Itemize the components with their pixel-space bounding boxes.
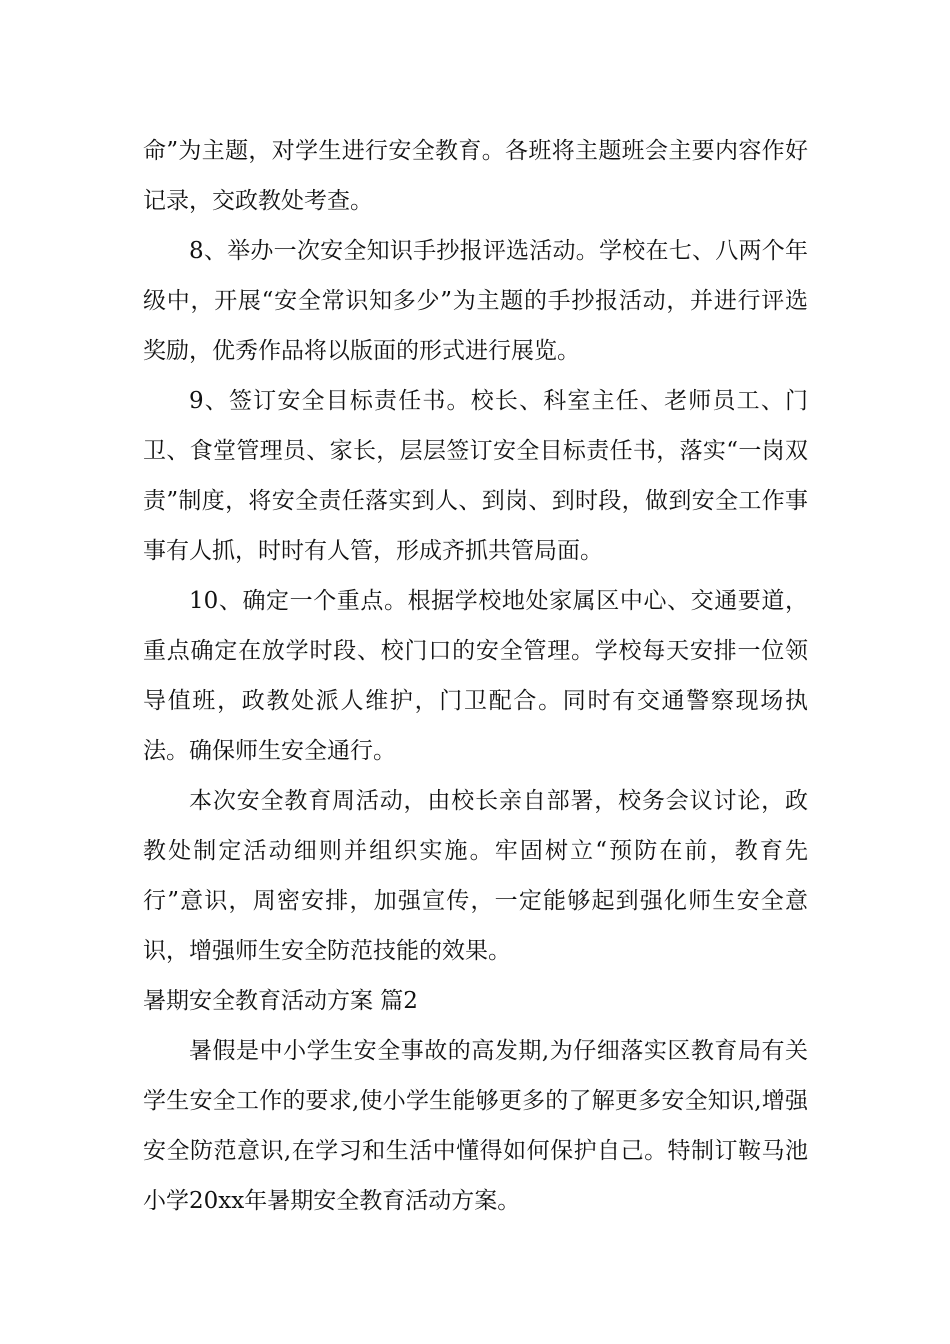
paragraph-summary: 本次安全教育周活动，由校长亲自部署，校务会议讨论，政教处制定活动细则并组织实施。牢固树立“预防在前，教育先行”意识，周密安排，加强宣传，一定能够起到强化师生安全意识，增强师生安全防范技能的效果。: [143, 788, 808, 964]
document-body: [143, 126, 808, 1226]
section-heading: 暑期安全教育活动方案 篇2: [143, 988, 418, 1014]
paragraph-item-10: 10、确定一个重点。根据学校地处家属区中心、交通要道，重点确定在放学时段、校门口的安全管理。学校每天安排一位领导值班，政教处派人维护，门卫配合。同时有交通警察现场执法。确保师生安全通行。: [143, 588, 808, 764]
paragraph-item-8: 8、举办一次安全知识手抄报评选活动。学校在七、八两个年级中，开展“安全常识知多少”为主题的手抄报活动，并进行评选奖励，优秀作品将以版面的形式进行展览。: [143, 238, 808, 364]
paragraph-item-9: 9、签订安全目标责任书。校长、科室主任、老师员工、门卫、食堂管理员、家长，层层签订安全目标责任书，落实“一岗双责”制度，将安全责任落实到人、到岗、到时段，做到安全工作事事有人抓，时时有人管，形成齐抓共管局面。: [143, 388, 808, 564]
paragraph-continuation: 命”为主题，对学生进行安全教育。各班将主题班会主要内容作好记录，交政教处考查。: [143, 138, 808, 214]
paragraph-intro: 暑假是中小学生安全事故的高发期,为仔细落实区教育局有关学生安全工作的要求,使小学生能够更多的了解更多安全知识,增强安全防范意识,在学习和生活中懂得如何保护自己。特制订鞍马池小学20xx年暑期安全教育活动方案。: [143, 1038, 808, 1214]
